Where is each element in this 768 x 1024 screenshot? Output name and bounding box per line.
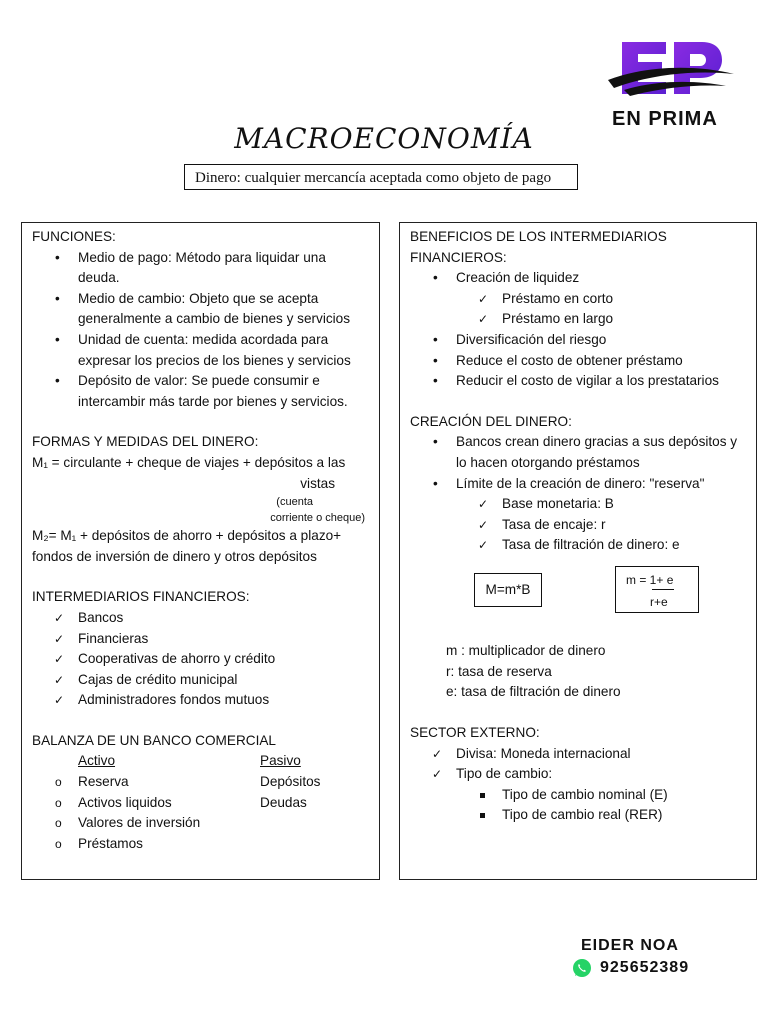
beneficios-list bbox=[410, 268, 748, 392]
balanza-header-row bbox=[32, 751, 371, 772]
balanza-heading: BALANZA DE UN BANCO COMERCIAL bbox=[32, 732, 276, 748]
intermediarios-list bbox=[32, 608, 371, 711]
list-item: ✓ Divisa: Moneda internacional bbox=[410, 744, 748, 765]
list-item: ✓ Administradores fondos mutuos bbox=[32, 690, 371, 711]
sub-item: ✓ Préstamo en largo bbox=[410, 309, 748, 330]
beneficios-heading: BENEFICIOS DE LOS INTERMEDIARIOS FINANCIEROS: bbox=[410, 229, 667, 265]
list-item: • Bancos crean dinero gracias a sus depósitos y lo hacen otorgando préstamos bbox=[410, 432, 748, 473]
creacion-list bbox=[410, 432, 748, 556]
balanza-row bbox=[32, 772, 371, 793]
m1-note-2: corriente o cheque) bbox=[270, 512, 365, 525]
formula-numerator: m = 1+ e bbox=[626, 573, 674, 587]
legend-item: m : multiplicador de dinero bbox=[446, 643, 606, 658]
activo-item: o Activos liquidos bbox=[32, 793, 260, 814]
list-item: • Límite de la creación de dinero: "reserva" bbox=[410, 474, 748, 495]
sub-item: Tipo de cambio real (RER) bbox=[410, 805, 748, 826]
formula-money: M=m*B bbox=[474, 573, 542, 607]
sub-item: ✓ Tasa de filtración de dinero: e bbox=[410, 535, 748, 556]
ep-logo-icon bbox=[604, 36, 734, 116]
legend-item: e: tasa de filtración de dinero bbox=[446, 684, 621, 700]
author-name: EIDER NOA bbox=[581, 937, 679, 954]
funciones-list bbox=[32, 248, 371, 413]
m1-line: M₁ = circulante + cheque de viajes + depósitos a las bbox=[32, 454, 346, 470]
list-item: ✓ Cooperativas de ahorro y crédito bbox=[32, 649, 371, 670]
whatsapp-icon bbox=[572, 958, 592, 978]
list-item: • Medio de cambio: Objeto que se acepta generalmente a cambio de bienes y servicios bbox=[32, 289, 371, 330]
phone-row bbox=[572, 958, 689, 978]
creacion-heading: CREACIÓN DEL DINERO: bbox=[410, 413, 572, 429]
activo-item: o Valores de inversión bbox=[32, 813, 371, 834]
sector-externo bbox=[410, 723, 748, 826]
definition-box: Dinero: cualquier mercancía aceptada como objeto de pago bbox=[184, 164, 578, 190]
formula-multiplier bbox=[615, 566, 699, 613]
list-item: • Reducir el costo de vigilar a los prestatarios bbox=[410, 371, 748, 392]
formula-legend bbox=[446, 641, 621, 703]
list-item: • Creación de liquidez bbox=[410, 268, 748, 289]
pasivo-item: Depósitos bbox=[260, 774, 321, 790]
intermediarios-heading: INTERMEDIARIOS FINANCIEROS: bbox=[32, 589, 250, 605]
list-item: • Medio de pago: Método para liquidar una deuda. bbox=[32, 248, 371, 289]
list-item: • Diversificación del riesgo bbox=[410, 330, 748, 351]
pasivo-label: Pasivo bbox=[260, 753, 301, 769]
logo-text: EN PRIMA bbox=[612, 108, 718, 130]
funciones-heading: FUNCIONES: bbox=[32, 229, 116, 244]
sub-item: ✓ Tasa de encaje: r bbox=[410, 515, 748, 536]
left-panel bbox=[21, 222, 380, 880]
list-item: ✓ Tipo de cambio: bbox=[410, 764, 748, 785]
balanza-row bbox=[32, 793, 371, 814]
list-item: • Depósito de valor: Se puede consumir e intercambir más tarde por bienes y servicios. bbox=[32, 371, 371, 412]
list-item: • Unidad de cuenta: medida acordada para expresar los precios de los bienes y servicios bbox=[32, 330, 371, 371]
m1-line-cont: vistas bbox=[300, 475, 335, 491]
pasivo-item: Deudas bbox=[260, 794, 307, 810]
m2-line: M₂= M₁ + depósitos de ahorro + depósitos a plazo+ fondos de inversión de dinero y otros depósitos bbox=[32, 528, 342, 564]
sub-item: ✓ Préstamo en corto bbox=[410, 289, 748, 310]
activo-label: Activo bbox=[78, 753, 116, 769]
sector-heading: SECTOR EXTERNO: bbox=[410, 725, 540, 740]
list-item: ✓ Financieras bbox=[32, 629, 371, 650]
sub-item: ✓ Base monetaria: B bbox=[410, 494, 748, 515]
list-item: ✓ Bancos bbox=[32, 608, 371, 629]
sub-item: Tipo de cambio nominal (E) bbox=[410, 785, 748, 806]
formas-heading: FORMAS Y MEDIDAS DEL DINERO: bbox=[32, 434, 259, 450]
formula-denominator: r+e bbox=[650, 595, 668, 609]
right-panel bbox=[399, 222, 757, 880]
m1-note-1: (cuenta bbox=[276, 496, 313, 509]
legend-item: r: tasa de reserva bbox=[446, 663, 552, 679]
activo-item: o Reserva bbox=[32, 772, 260, 793]
page-title: MACROECONOMÍA bbox=[234, 122, 534, 155]
phone-number: 925652389 bbox=[600, 959, 690, 976]
list-item: ✓ Cajas de crédito municipal bbox=[32, 670, 371, 691]
list-item: • Reduce el costo de obtener préstamo bbox=[410, 351, 748, 372]
activo-item: o Préstamos bbox=[32, 834, 371, 855]
